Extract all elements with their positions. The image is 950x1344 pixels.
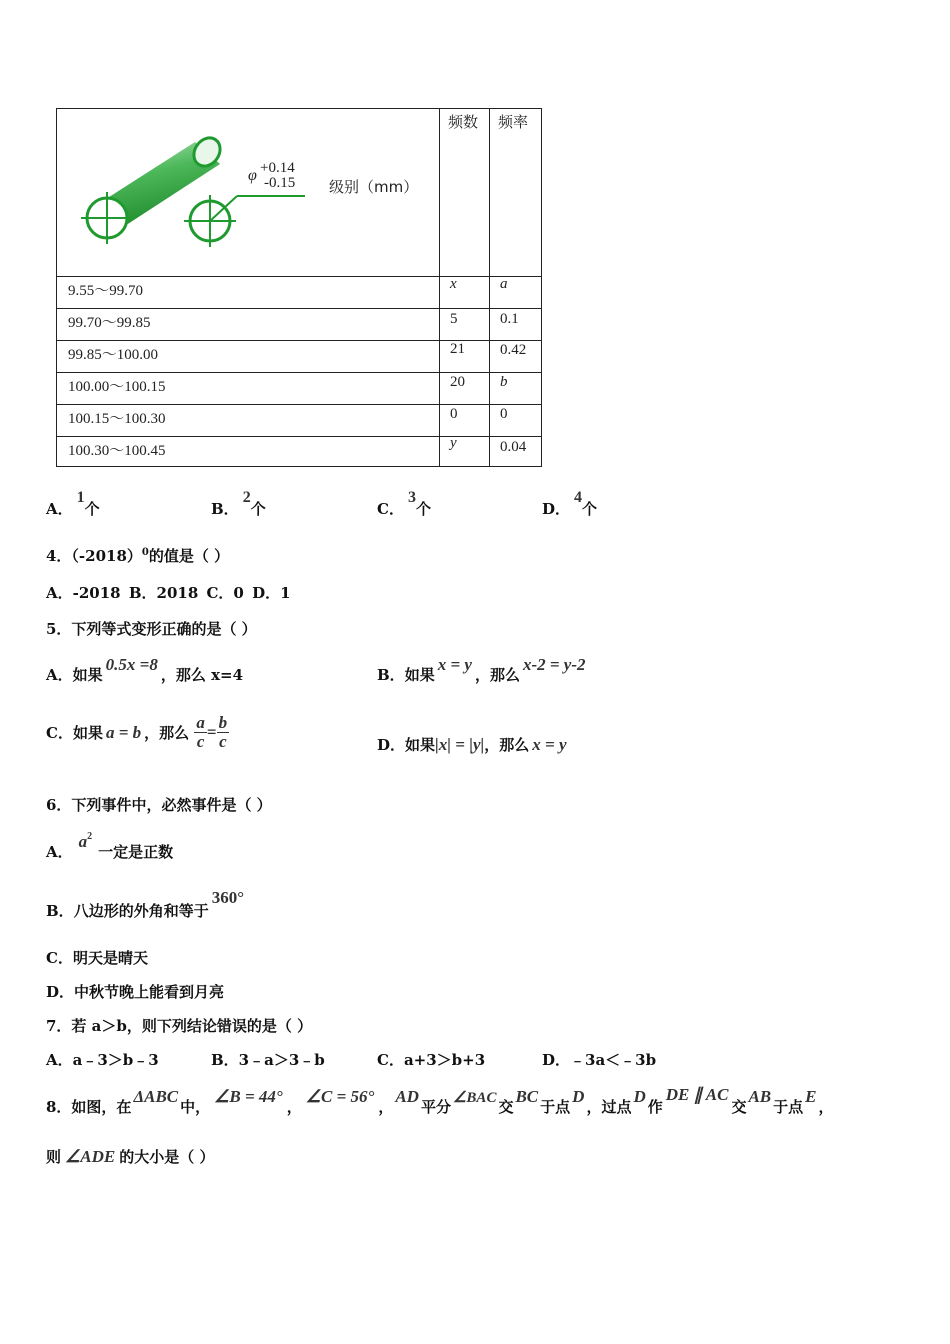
option-unit: 个 [84,500,100,518]
option-exponent: 2 [87,831,93,842]
option-number: 4 [574,489,583,506]
option-text: 如果 [72,666,103,684]
frequency-table [56,108,542,467]
phi-symbol: φ [248,167,257,184]
row-freq: x [450,276,457,292]
q4-stem-tail: 的值是（ ） [148,547,230,565]
row-freq: 21 [450,341,465,357]
fraction-denominator: c [196,732,205,751]
q8-math: AB [748,1087,772,1106]
row-rate: 0 [500,406,508,422]
q8-text: 平分 [420,1098,451,1116]
q5-option-d [377,734,567,755]
row-freq: 20 [450,374,465,390]
q8-text: 作 [647,1098,663,1116]
table-divider [57,436,541,437]
tolerance-upper: +0.14 [260,160,295,176]
option-text: ，那么 [144,724,190,742]
q8-text: 于点 [540,1098,571,1116]
q6-option-c [46,947,148,968]
fraction-denominator: c [219,732,227,751]
q5-option-c [46,714,229,751]
header-grade-label: 级别（mm） [329,178,419,196]
q8-text: 交 [498,1098,514,1116]
option-letter: B． [211,500,239,518]
q3-option-b [211,489,266,519]
q8-text: 于点 [773,1098,804,1116]
fraction-numerator: b [218,713,228,732]
option-math: x = y [532,735,567,754]
option-letter: B． [46,902,74,920]
option-text: ，那么 [474,666,520,684]
table-divider [439,109,440,466]
q7-stem: 7．若 a＞b，则下列结论错误的是（ ） [46,1017,313,1035]
option-text: 如果 [72,724,103,742]
q8-math: ΔABC [133,1087,179,1106]
q5-stem: 5．下列等式变形正确的是（ ） [46,620,257,638]
q4-exponent: 0 [141,547,149,558]
row-range: 100.30～100.45 [68,443,166,459]
tolerance-lower: -0.15 [264,175,296,191]
option-text: 如果 [405,736,436,754]
table-divider [489,109,490,466]
q6-option-b [46,888,245,921]
option-letter: A． [46,666,73,684]
q8-text: ， [378,1098,394,1116]
row-range: 100.15～100.30 [68,411,166,427]
q8-stem-line2 [46,1146,214,1167]
q8-math: D [633,1087,646,1106]
q8-math: ∠B = 44° [214,1087,283,1106]
option-letter: D． [377,736,406,754]
q8-text: ，过点 [586,1098,632,1116]
q4-options: A．-2018 B．2018 C．0 D．1 [46,584,291,602]
row-range: 99.70～99.85 [68,315,151,331]
option-text: ，那么 [484,736,530,754]
q8-stem [46,1085,834,1117]
option-letter: C． [46,724,73,742]
q8-text: 交 [731,1098,747,1116]
q3-option-c [377,489,431,519]
q8-math: ∠C = 56° [305,1087,375,1106]
q8-math: AD [395,1087,419,1106]
q8-math: ∠ADE [65,1147,116,1166]
q7-option-b: B．3﹣a＞3﹣b [211,1051,325,1069]
row-rate: 0.1 [500,311,519,327]
q8-text: ， [286,1098,302,1116]
q5-option-a [46,655,244,685]
q3-option-a [46,489,100,519]
option-number: 1 [76,489,85,506]
option-math: x-2 = y-2 [522,655,586,674]
q4-stem-base: 4．（-2018） [46,547,142,565]
table-divider [57,340,541,341]
option-math: a = b [105,722,142,742]
option-letter: C． [377,500,404,518]
q8-text: 的大小是（ ） [119,1148,215,1166]
q7-option-d: D．﹣3a＜﹣3b [542,1051,657,1069]
fraction-a-over-c [194,714,207,751]
q4-stem [46,545,229,566]
row-rate: b [500,374,508,390]
table-divider [57,276,541,277]
option-letter: D． [46,983,75,1001]
q8-text: 中， [180,1098,211,1116]
q5-option-b [377,655,586,685]
option-math: 360° [211,888,245,907]
option-text: 明天是晴天 [72,949,148,967]
table-divider [57,308,541,309]
option-unit: 个 [415,500,431,518]
option-math: 0.5x =8 [105,655,158,674]
table-divider [57,404,541,405]
option-math: a [78,832,88,851]
row-rate: 0.42 [500,342,527,358]
header-rate: 频率 [498,113,529,131]
option-text: 一定是正数 [98,843,174,861]
option-number: 2 [242,489,251,506]
row-range: 99.85～100.00 [68,347,159,363]
fraction-b-over-c [217,714,230,751]
option-unit: 个 [582,500,598,518]
option-text: ，那么 x=4 [160,666,244,684]
option-letter: D． [542,500,571,518]
option-text: 八边形的外角和等于 [73,902,209,920]
equals-sign: = [206,722,217,742]
row-freq: y [450,435,457,451]
option-unit: 个 [250,500,266,518]
row-range: 9.55～99.70 [68,283,144,299]
header-frequency: 频数 [448,113,479,131]
option-math: x = y [437,655,472,674]
option-number: 3 [407,489,416,506]
option-text: 如果 [404,666,435,684]
q6-stem: 6．下列事件中，必然事件是（ ） [46,796,272,814]
row-freq: 0 [450,406,458,422]
option-letter: A． [46,843,73,861]
table-divider [57,372,541,373]
q8-text: ， [818,1098,834,1116]
q8-text: 则 [46,1148,62,1166]
row-rate: a [500,276,508,292]
q8-math: DE ∥ AC [665,1085,729,1104]
option-letter: C． [46,949,73,967]
q6-option-d [46,981,224,1002]
fraction-numerator: a [196,713,205,732]
row-freq: 5 [450,311,458,327]
q8-math: D [572,1087,585,1106]
row-rate: 0.04 [500,439,527,455]
q7-option-c: C．a+3＞b+3 [377,1051,486,1069]
q6-option-a [46,831,174,862]
q8-text: 8．如图，在 [46,1098,132,1116]
row-range: 100.00～100.15 [68,379,166,395]
option-letter: A． [46,500,73,518]
q8-math: BC [515,1087,539,1106]
q8-math: E [805,1087,817,1106]
option-text: 中秋节晚上能看到月亮 [74,983,225,1001]
q3-option-d [542,489,598,519]
option-math: |x| = |y| [435,735,485,754]
q8-math: ∠BAC [452,1090,497,1106]
option-letter: B． [377,666,405,684]
q7-option-a: A．a﹣3＞b﹣3 [46,1051,159,1069]
